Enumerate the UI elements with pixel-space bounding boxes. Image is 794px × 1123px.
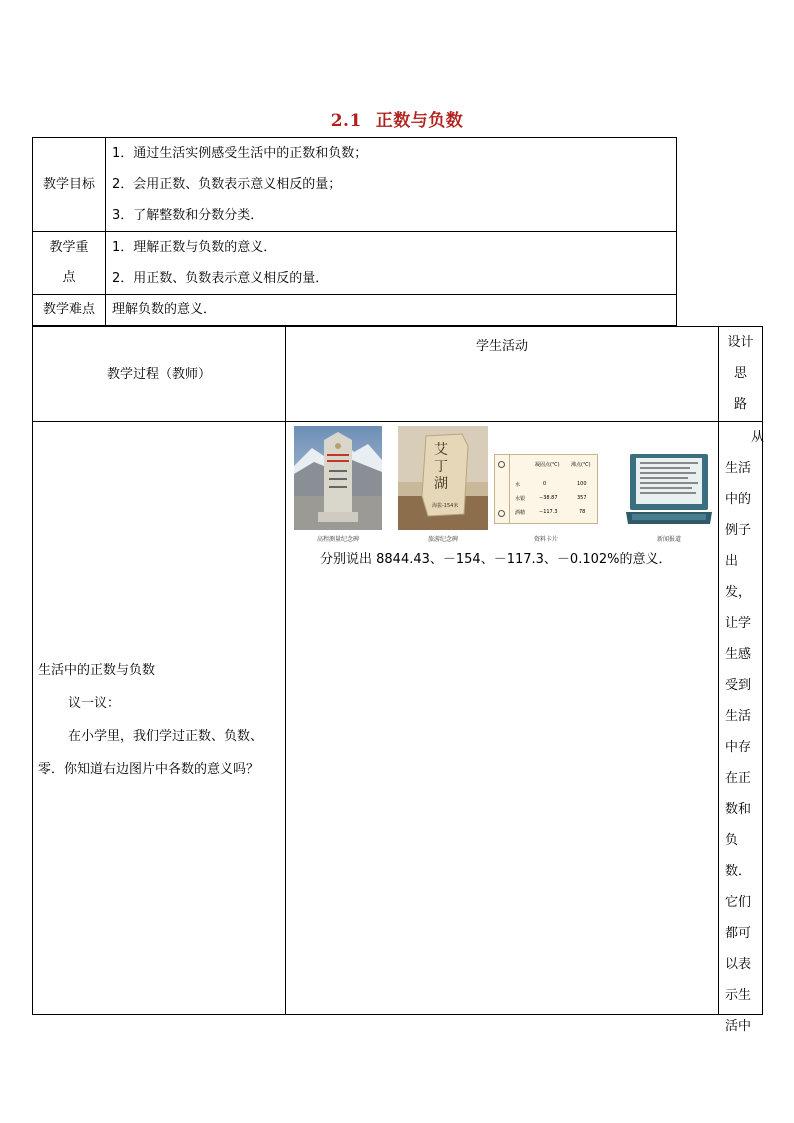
- key-points-label-line1: 教学重: [49, 240, 89, 255]
- header-design: [719, 327, 763, 422]
- header-teacher: 教学过程（教师）: [33, 327, 286, 422]
- key-points-row: [33, 232, 677, 295]
- card-r1c3: 100: [577, 481, 587, 487]
- teacher-line-4: 零．你知道右边图片中各数的意义吗？: [38, 762, 260, 777]
- data-card: [494, 454, 598, 524]
- caption-card: 资料卡片: [533, 536, 558, 543]
- difficulty-label: 教学难点: [33, 295, 106, 326]
- design-line: 活中: [725, 1019, 752, 1034]
- stone-inscription: 艾丁湖: [434, 442, 448, 492]
- design-line: 让学: [725, 616, 752, 631]
- teacher-cell: [33, 422, 286, 1015]
- design-line: 发，: [725, 585, 752, 600]
- page-title: [0, 106, 794, 131]
- process-body-row: [33, 422, 763, 1015]
- design-line: 生活: [725, 709, 752, 724]
- teacher-line-2: 议一议：: [68, 696, 121, 711]
- header-design-2: 思: [733, 366, 747, 381]
- header-design-1: 设计: [727, 335, 754, 350]
- card-r2c2: −38.87: [539, 495, 558, 501]
- design-line: 都可: [725, 926, 752, 941]
- picture-strip: [294, 426, 714, 546]
- key-points-content: [106, 232, 677, 295]
- card-hole-icon: [498, 461, 505, 468]
- stone-photo: [398, 426, 488, 530]
- process-table: [32, 326, 765, 1034]
- design-cell: [719, 422, 765, 1034]
- design-line: 生活: [725, 461, 752, 476]
- card-r1c1: 水: [515, 482, 521, 488]
- card-r2c3: 357: [577, 495, 587, 501]
- card-hole-icon: [498, 510, 505, 517]
- student-prompt: 分别说出 8844.43、－154、－117.3、－0.102%的意义．: [320, 552, 672, 567]
- card-col1: 凝固点(℃): [535, 462, 560, 468]
- card-r3c3: 78: [579, 509, 586, 515]
- caption-stone: 旅游纪念碑: [427, 536, 458, 543]
- design-line: 示生: [725, 988, 752, 1003]
- teacher-line-3: 在小学里，我们学过正数、负数、: [68, 729, 264, 744]
- caption-monument: 高程测量纪念碑: [316, 536, 359, 543]
- card-r1c2: 0: [543, 481, 547, 487]
- teacher-text: [38, 654, 280, 786]
- difficulty-row: [33, 295, 677, 326]
- difficulty-content: [106, 295, 677, 326]
- laptop-photo: [624, 452, 714, 532]
- key-points-label-line2: 点: [62, 270, 76, 285]
- student-cell: [286, 422, 719, 1015]
- design-line: 生感: [725, 647, 752, 662]
- stone-altitude: 海拔-154米: [432, 503, 459, 509]
- design-line: 中的: [725, 492, 752, 507]
- process-header-row: [33, 327, 763, 422]
- design-line: 受到: [725, 678, 752, 693]
- monument-photo: [294, 426, 382, 530]
- design-line: 负数．: [725, 833, 752, 879]
- card-r2c1: 水银: [515, 496, 526, 502]
- key-points-label: [33, 232, 106, 295]
- design-line: 例子: [725, 523, 752, 538]
- key-point-line-1: 1．理解正数与负数的意义．: [112, 240, 277, 255]
- section-title: 正数与负数: [375, 111, 464, 131]
- header-design-3: 路: [733, 397, 747, 412]
- objective-line-3: 3．了解整数和分数分类．: [112, 208, 264, 223]
- objectives-content: [106, 138, 677, 232]
- card-r3c2: −117.3: [539, 509, 558, 515]
- design-text: [725, 422, 765, 1042]
- key-point-line-2: 2．用正数、负数表示意义相反的量．: [112, 271, 329, 286]
- objectives-label: 教学目标: [33, 138, 106, 232]
- objective-line-2: 2．会用正数、负数表示意义相反的量；: [112, 177, 342, 192]
- difficulty-line-1: 理解负数的意义．: [112, 302, 217, 317]
- objective-line-1: 1．通过生活实例感受生活中的正数和负数；: [112, 146, 368, 161]
- card-r3c1: 酒精: [515, 510, 526, 516]
- card-col2: 沸点(℃): [571, 462, 591, 468]
- card-binding: [495, 455, 510, 523]
- objectives-row: [33, 138, 677, 232]
- design-line: 以表: [725, 957, 752, 972]
- caption-laptop: 新闻报道: [656, 536, 681, 543]
- design-line: 中存: [725, 740, 752, 755]
- design-line: 出: [725, 554, 739, 569]
- teacher-line-1: 生活中的正数与负数: [38, 663, 156, 678]
- header-student: 学生活动: [286, 327, 719, 422]
- design-line: 在正: [725, 771, 752, 786]
- design-line: 从: [751, 430, 765, 445]
- section-number: 2.1: [330, 111, 362, 131]
- objectives-table: [32, 137, 677, 326]
- design-line: 数和: [725, 802, 752, 817]
- design-line: 它们: [725, 895, 752, 910]
